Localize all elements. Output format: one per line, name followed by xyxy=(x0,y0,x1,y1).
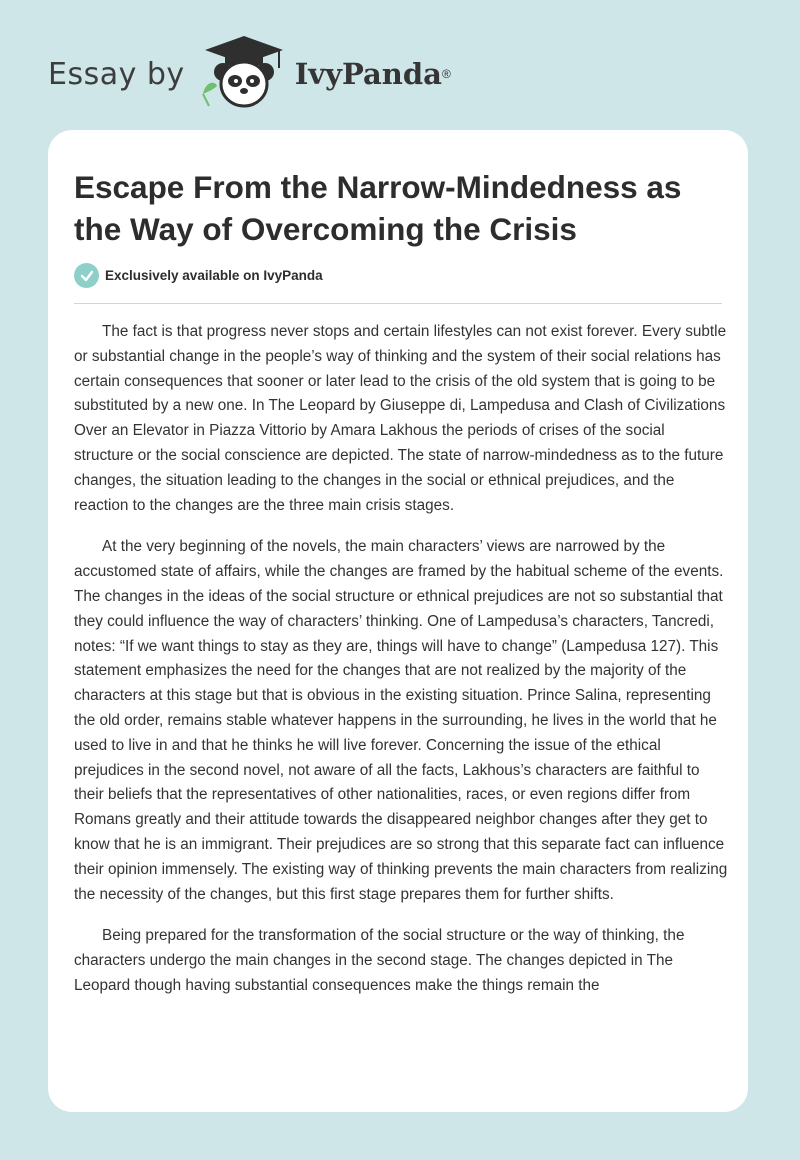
brand-prefix: Essay by xyxy=(48,56,185,92)
check-circle-icon xyxy=(74,263,99,288)
paragraph: The fact is that progress never stops and certain lifestyles can not exist forever. Every subtle or substantial change in the people’s way of thinking and the system of their social relations has certain consequences that sooner or later lead to the crisis of the old system that is going to be substituted by a new one. In The Leopard by Giuseppe di, Lampedusa and Clash of Civilizations Over an Elevator in Piazza Vittorio by Amara Lakhous the periods of crises of the social structure or the social conscience are depicted. The state of narrow-mindedness as to the future changes, the situation leading to the changes in the social or ethnical prejudices, and the reaction to the changes are the three main crisis stages. xyxy=(74,323,727,514)
registered-mark: ® xyxy=(441,67,451,81)
brand-name[interactable]: IvyPanda xyxy=(294,57,442,91)
exclusive-badge xyxy=(74,263,323,288)
page-title: Escape From the Narrow-Mindedness as the Way of Overcoming the Crisis xyxy=(74,169,682,247)
panda-logo-icon[interactable] xyxy=(199,34,295,115)
essay-card xyxy=(48,130,748,1112)
paragraph: Being prepared for the transformation of the social structure or the way of thinking, the characters undergo the main changes in the second stage. The changes depicted in The Leopard though having substantial consequences make the things remain the xyxy=(74,927,685,994)
essay-body xyxy=(74,320,728,1016)
paragraph: At the very beginning of the novels, the main characters’ views are narrowed by the accustomed state of affairs, while the changes are framed by the habitual scheme of the events. The changes in the ideas of the social structure or ethnical prejudices are not so substantial that they could influence the way of characters’ thinking. One of Lampedusa’s characters, Tancredi, notes: “If we want things to stay as they are, things will have to change” (Lampedusa 127). This statement emphasizes the need for the changes that are not realized by the majority of the characters at this stage but that is obvious in the existing situation. Prince Salina, representing the old order, remains stable whatever happens in the surrounding, he lives in the world that he used to live in and that he thinks he will live forever. Concerning the issue of the ethical prejudices in the second novel, not aware of all the facts, Lakhous’s characters are faithful to their beliefs that the representatives of other nationalities, races, or even regions differ from Romans greatly and their attitude towards the disappeared neighbor changes after they get to know that he is an immigrant. Their prejudices are so strong that this separate fact can influence their opinion immensely. The existing way of thinking prevents the main characters from realizing the necessity of the changes, but this first stage prepares them for further shifts. xyxy=(74,538,728,903)
exclusive-label: Exclusively available on IvyPanda xyxy=(105,268,323,283)
site-header xyxy=(48,34,451,114)
divider xyxy=(74,303,722,304)
